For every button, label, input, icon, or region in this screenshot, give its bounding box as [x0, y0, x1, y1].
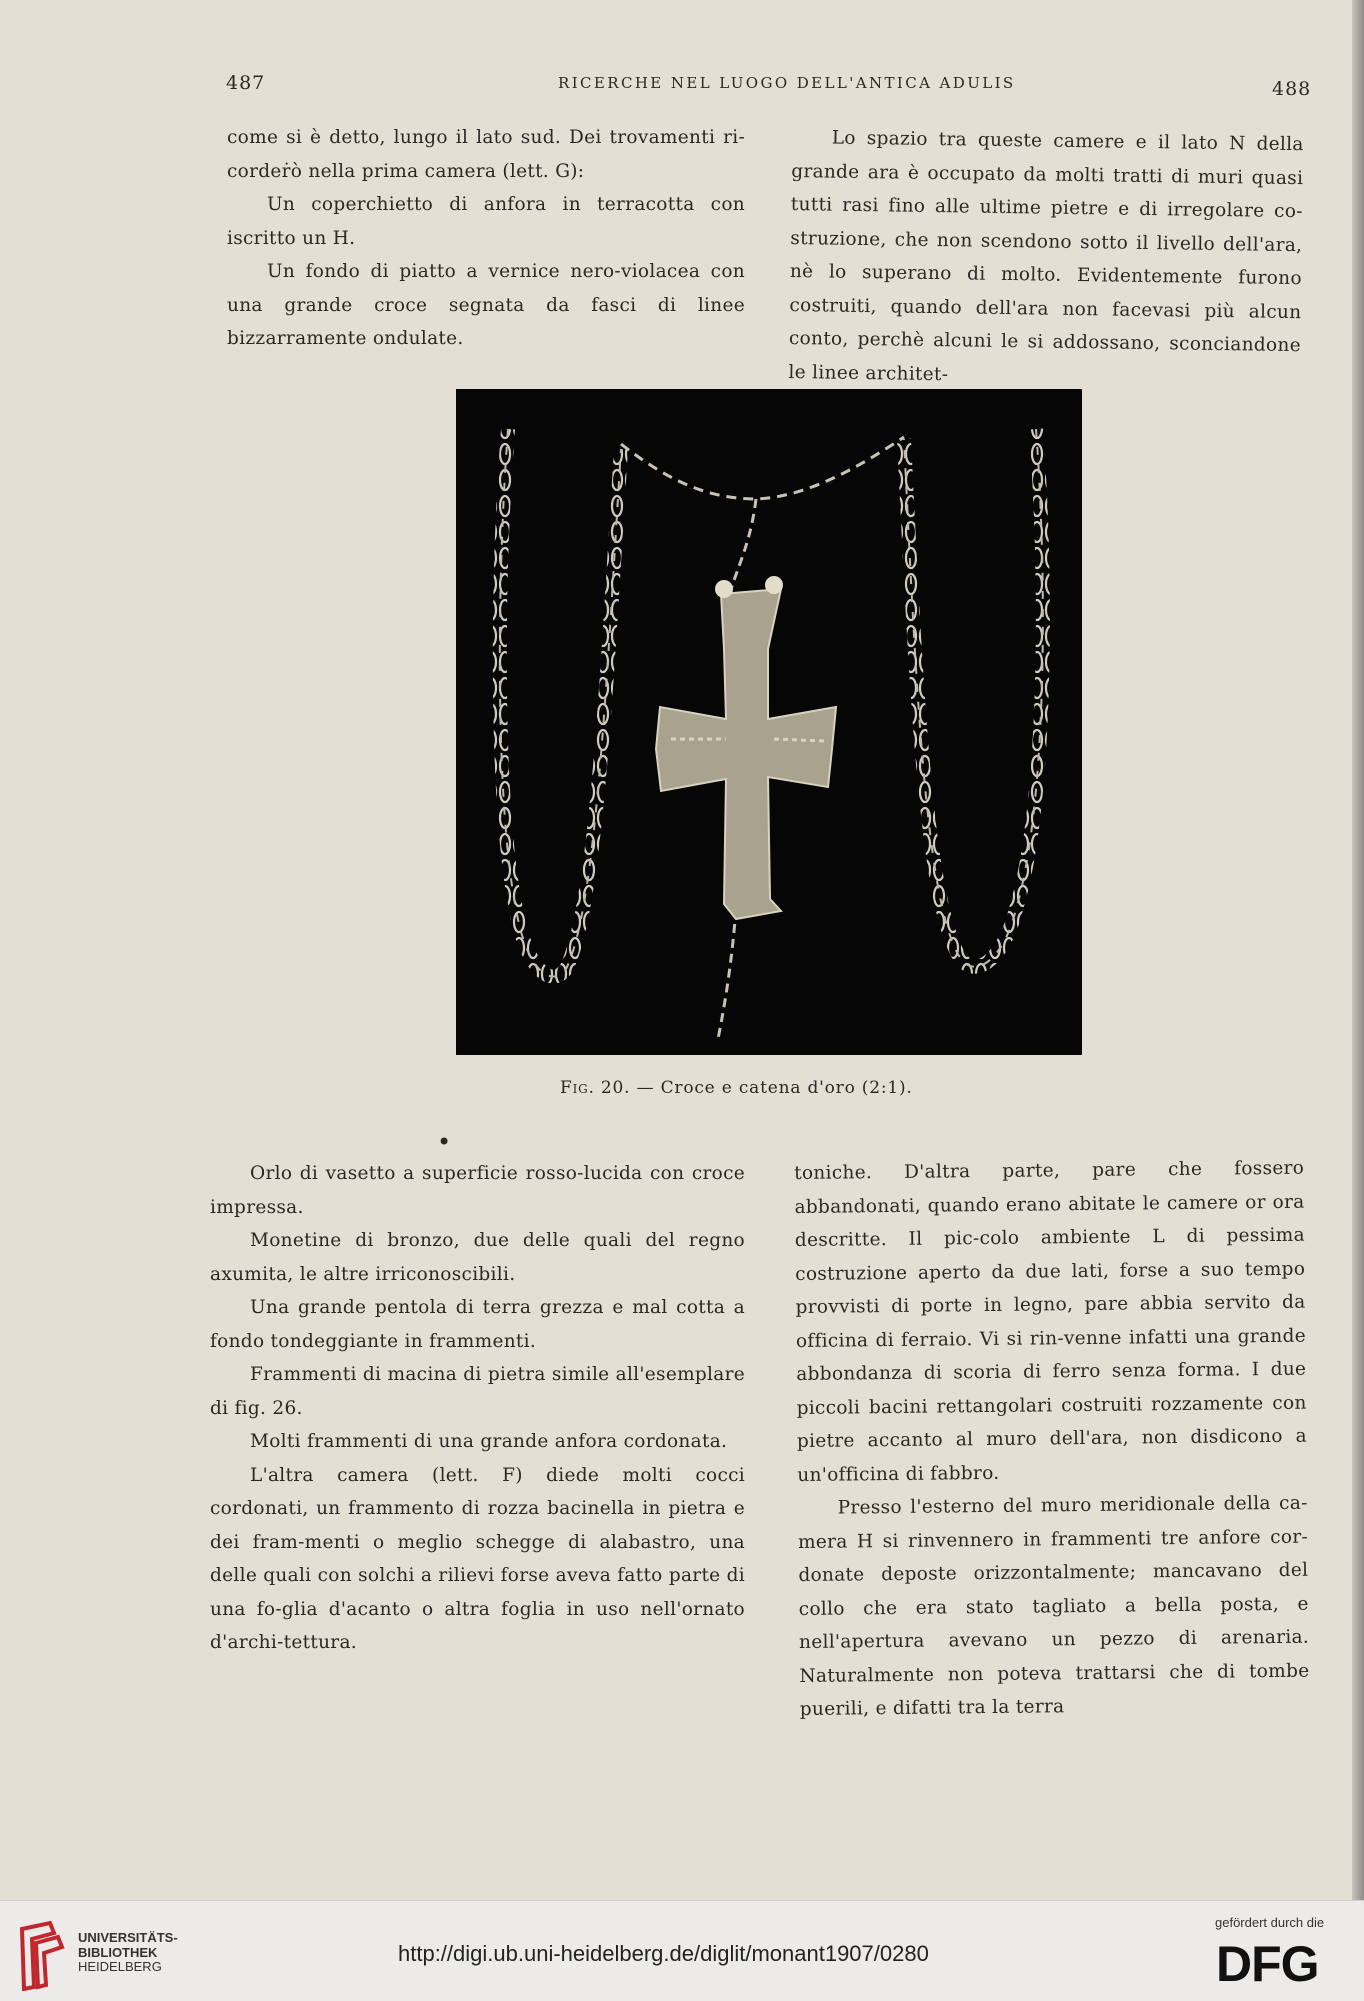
paragraph: Lo spazio tra queste camere e il lato N della grande ara è occupato da molti tratti di muri quasi tutti rasi fino alle ultime pietre e di irregolare co-struzione, che non scendono sotto il livello dell'ara, nè lo superano di molto. Evidentemente furono costruiti, quando dell'ara non facevasi più alcun conto, perchè alcuni le si addossano, sconciandone le linee architet-	[788, 127, 1304, 385]
library-name-line: UNIVERSITÄTS-	[78, 1930, 178, 1945]
paragraph: Un fondo di piatto a vernice nero-violacea con una grande croce segnata da fasci di linee bizzarramente ondulate.	[227, 261, 745, 349]
paragraph: Presso l'esterno del muro meridionale della ca-mera H si rinvennero in frammenti tre anfore cor-donate deposte orizzontalmente; mancavano del collo che era stato tagliato a bella posta, e nell'apertura avevano un pezzo di arenaria. Naturalmente non poteva trattarsi che di tombe puerili, e difatti tra la terra	[797, 1492, 1310, 1720]
right-column-bottom	[794, 1152, 1310, 1727]
paragraph: Molti frammenti di una grande anfora cordonata.	[250, 1431, 728, 1452]
paragraph: come si è detto, lungo il lato sud. Dei trovamenti ri-cordeṙò nella prima camera (lett. G):	[227, 127, 745, 182]
library-name-line: HEIDELBERG	[78, 1959, 162, 1974]
university-library-name	[78, 1931, 178, 1975]
right-column-top	[788, 121, 1304, 396]
left-column-bottom	[210, 1157, 745, 1660]
library-name-line: BIBLIOTHEK	[78, 1944, 158, 1960]
paragraph: L'altra camera (lett. F) diede molti cocci cordonati, un frammento di rozza bacinella in pietra e dei fram-menti o meglio schegge di alabastro, una delle quali con solchi a rilievi forse aveva fatto parte di una fo-glia d'acanto o altra foglia in uso nell'ornato d'archi-tettura.	[210, 1464, 745, 1653]
cross-chain-illustration	[456, 389, 1082, 1055]
photo-cross-and-chain	[456, 389, 1082, 1055]
figure-caption-text: — Croce e catena d'oro (2:1).	[636, 1078, 913, 1098]
page-number-right: 488	[1272, 78, 1312, 100]
running-title: RICERCHE NEL LUOGO DELL'ANTICA ADULIS	[558, 74, 1016, 92]
figure-caption	[560, 1078, 980, 1098]
left-column-top	[227, 121, 745, 356]
figure-label: Fig. 20.	[560, 1078, 631, 1098]
ink-speck: •	[437, 1128, 452, 1156]
dfg-logo: DFG	[1216, 1936, 1319, 1992]
viewer-footer	[0, 1900, 1364, 2001]
sponsor-note: gefördert durch die	[1215, 1915, 1325, 1930]
page-number-left: 487	[226, 72, 266, 94]
paragraph: Una grande pentola di terra grezza e mal cotta a fondo tondeggiante in frammenti.	[210, 1297, 745, 1352]
source-url-link[interactable]: http://digi.ub.uni-heidelberg.de/diglit/monant1907/0280	[398, 1941, 929, 1966]
university-library-logo-icon	[14, 1919, 74, 1991]
paragraph: Monetine di bronzo, due delle quali del regno axumita, le altre irriconoscibili.	[210, 1230, 745, 1285]
paragraph: Orlo di vasetto a superficie rosso-lucida con croce impressa.	[210, 1163, 745, 1218]
scan-edge-shadow	[1352, 0, 1364, 1900]
paragraph: Un coperchietto di anfora in terracotta con iscritto un H.	[227, 194, 745, 249]
paragraph: Frammenti di macina di pietra simile all'esemplare di fig. 26.	[210, 1364, 745, 1419]
paragraph: toniche. D'altra parte, pare che fossero abbandonati, quando erano abitate le camere or ora descritte. Il pic-colo ambiente L di pessima costruzione aperto da due lati, forse a suo tempo provvisti di porte in legno, pare abbia servito da officina di ferraio. Vi si rin-venne infatti una grande abbondanza di scoria di ferro senza forma. I due piccoli bacini rettangolari costruiti rozzamente con pietre accanto al muro dell'ara, non disdicono a un'officina di fabbro.	[794, 1157, 1308, 1486]
